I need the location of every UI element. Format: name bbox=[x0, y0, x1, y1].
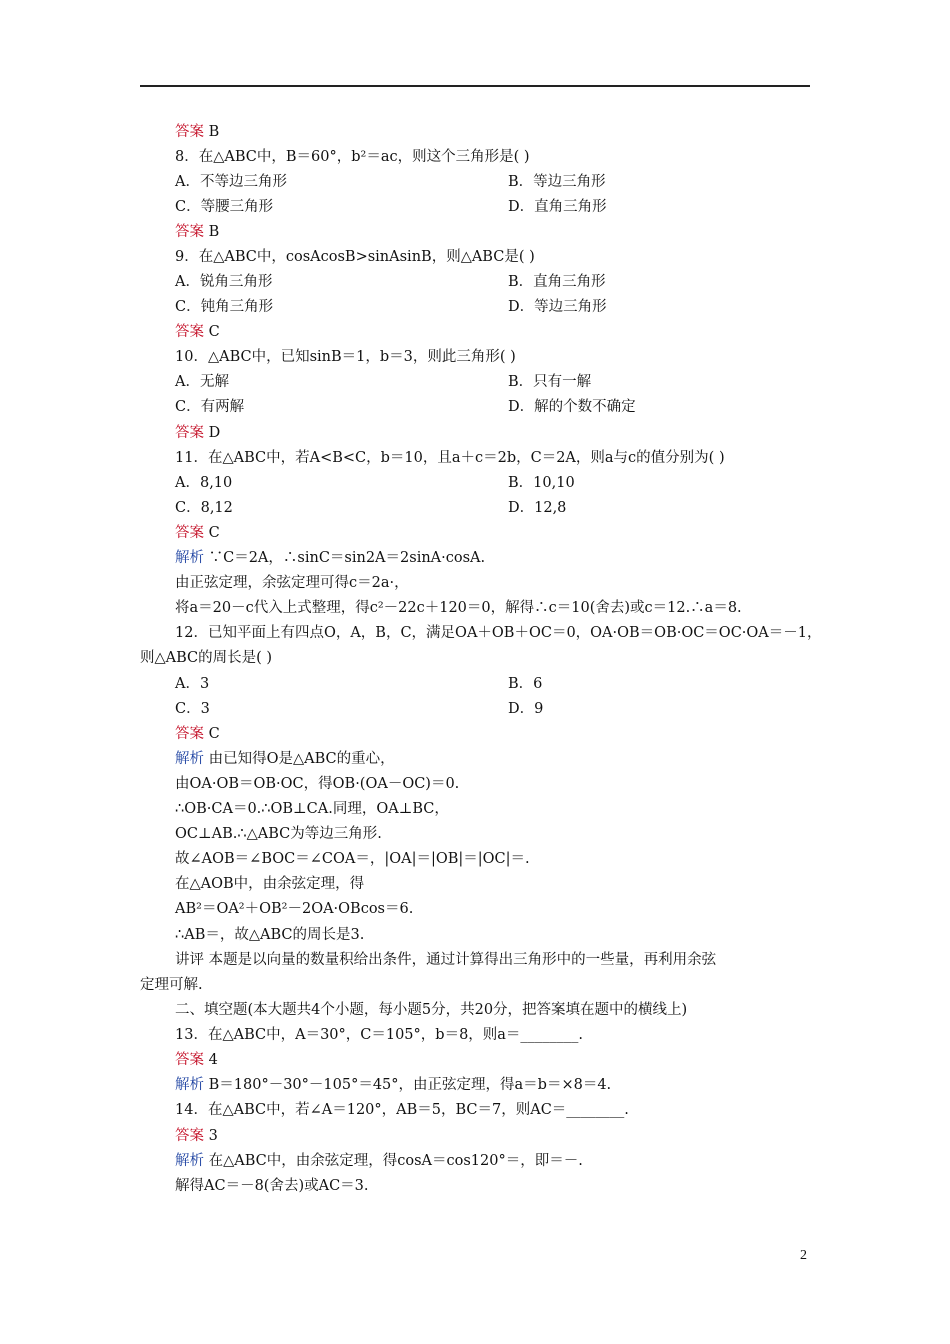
line-text: 在△ABC中，由余弦定理，得cosA＝cos120°＝，即＝－. bbox=[204, 1153, 583, 1169]
text-line bbox=[175, 1075, 611, 1095]
option-right-column: D．等边三角形 bbox=[508, 299, 607, 315]
text-line bbox=[175, 372, 229, 392]
text-line bbox=[175, 749, 395, 769]
line-text: C bbox=[204, 324, 220, 340]
text-line bbox=[175, 1151, 583, 1171]
text-line bbox=[175, 548, 485, 568]
line-text: D bbox=[204, 425, 221, 441]
text-line bbox=[175, 623, 822, 643]
text-line bbox=[175, 498, 233, 518]
option-right-column: D．直角三角形 bbox=[508, 199, 607, 215]
text-line bbox=[175, 122, 219, 142]
text-line bbox=[175, 473, 232, 493]
text-line bbox=[175, 849, 530, 869]
line-text: A．8,10 bbox=[175, 475, 233, 491]
line-text: A．3 bbox=[175, 676, 210, 692]
text-line bbox=[175, 824, 382, 844]
answer-label: 答案 bbox=[175, 224, 204, 240]
line-text: 由正弦定理，余弦定理可得c＝2a·， bbox=[175, 575, 409, 591]
line-text: ∴AB＝，故△ABC的周长是3. bbox=[175, 927, 365, 943]
text-line bbox=[175, 423, 220, 443]
answer-label: 答案 bbox=[175, 425, 204, 441]
line-text: A．不等边三角形 bbox=[175, 174, 287, 190]
line-text: 8．在△ABC中，B＝60°，b²＝ac，则这个三角形是( ) bbox=[175, 149, 530, 165]
line-text: OC⊥AB.∴△ABC为等边三角形. bbox=[175, 826, 382, 842]
option-right-column: D．解的个数不确定 bbox=[508, 399, 636, 415]
line-text: 则△ABC的周长是( ) bbox=[140, 650, 273, 666]
text-line bbox=[140, 975, 203, 995]
line-text: A．无解 bbox=[175, 374, 229, 390]
line-text: AB²＝OA²＋OB²－2OA·OBcos＝6. bbox=[175, 901, 414, 917]
text-line bbox=[175, 1176, 369, 1196]
text-line bbox=[175, 448, 725, 468]
text-line bbox=[175, 347, 516, 367]
text-line bbox=[175, 1000, 687, 1020]
line-text: 14．在△ABC中，若∠A＝120°，AB＝5，BC＝7，则AC＝________. bbox=[175, 1102, 629, 1118]
text-line bbox=[175, 272, 272, 292]
line-text: 12．已知平面上有四点O，A，B，C，满足OA＋OB＋OC＝0，OA·OB＝OB·OC＝OC·OA＝－1， bbox=[175, 625, 822, 641]
option-right-column: B．6 bbox=[508, 676, 543, 692]
line-text: 11．在△ABC中，若A<B<C，b＝10，且a＋c＝2b，C＝2A，则a与c的值分别为( ) bbox=[175, 450, 725, 466]
text-line bbox=[175, 950, 716, 970]
text-line bbox=[175, 598, 742, 618]
answer-label: 答案 bbox=[175, 324, 204, 340]
text-line bbox=[175, 925, 364, 945]
line-text: A．锐角三角形 bbox=[175, 274, 273, 290]
line-text: 13．在△ABC中，A＝30°，C＝105°，b＝8，则a＝________. bbox=[175, 1027, 584, 1043]
line-text: 3 bbox=[204, 1128, 218, 1144]
line-text: 由OA·OB＝OB·OC，得OB·(OA－OC)＝0. bbox=[175, 776, 460, 792]
line-text: B＝180°－30°－105°＝45°，由正弦定理，得a＝b＝×8＝4. bbox=[204, 1077, 612, 1093]
option-right-column: B．10,10 bbox=[508, 475, 575, 491]
text-line bbox=[175, 222, 219, 242]
text-line bbox=[175, 197, 273, 217]
text-line bbox=[175, 322, 220, 342]
answer-label: 答案 bbox=[175, 1052, 204, 1068]
page-number: 2 bbox=[800, 1248, 807, 1263]
text-line bbox=[175, 523, 220, 543]
line-text: C．8,12 bbox=[175, 500, 233, 516]
text-line bbox=[175, 247, 535, 267]
line-text: 在△AOB中，由余弦定理，得 bbox=[175, 876, 365, 892]
text-line bbox=[175, 147, 530, 167]
line-text: B bbox=[204, 224, 220, 240]
line-text: C bbox=[204, 525, 220, 541]
line-text: 二、填空题(本大题共4个小题，每小题5分，共20分，把答案填在题中的横线上) bbox=[175, 1002, 688, 1018]
text-line bbox=[175, 172, 287, 192]
text-line bbox=[175, 899, 413, 919]
text-line bbox=[175, 397, 244, 417]
line-text: 解得AC＝－8(舍去)或AC＝3. bbox=[175, 1178, 369, 1194]
text-line bbox=[175, 724, 220, 744]
line-text: 讲评 本题是以向量的数量积给出条件，通过计算得出三角形中的一些量，再利用余弦 bbox=[175, 952, 717, 968]
text-line bbox=[175, 874, 364, 894]
line-text: 4 bbox=[204, 1052, 218, 1068]
text-line bbox=[175, 799, 449, 819]
analysis-label: 解析 bbox=[175, 550, 204, 566]
option-right-column: D．9 bbox=[508, 701, 544, 717]
line-text: B bbox=[204, 124, 220, 140]
text-line bbox=[175, 674, 209, 694]
answer-label: 答案 bbox=[175, 1128, 204, 1144]
line-text: C．钝角三角形 bbox=[175, 299, 274, 315]
line-text: C．3 bbox=[175, 701, 210, 717]
text-line bbox=[175, 573, 409, 593]
text-line bbox=[175, 1050, 218, 1070]
text-line bbox=[140, 648, 272, 668]
text-line bbox=[175, 1025, 583, 1045]
analysis-label: 解析 bbox=[175, 1077, 204, 1093]
line-text: ∵C＝2A，∴sinC＝sin2A＝2sinA·cosA. bbox=[204, 550, 486, 566]
text-line bbox=[175, 1100, 629, 1120]
text-line bbox=[175, 774, 459, 794]
option-right-column: D．12,8 bbox=[508, 500, 567, 516]
analysis-label: 解析 bbox=[175, 751, 204, 767]
line-text: C．有两解 bbox=[175, 399, 245, 415]
line-text: 10．△ABC中，已知sinB＝1，b＝3，则此三角形( ) bbox=[175, 349, 516, 365]
line-text: 由已知得O是△ABC的重心， bbox=[204, 751, 395, 767]
line-text: ∴OB·CA＝0.∴OB⊥CA.同理，OA⊥BC， bbox=[175, 801, 449, 817]
line-text: C．等腰三角形 bbox=[175, 199, 274, 215]
text-line bbox=[175, 1126, 218, 1146]
option-right-column: B．只有一解 bbox=[508, 374, 592, 390]
answer-label: 答案 bbox=[175, 124, 204, 140]
answer-label: 答案 bbox=[175, 525, 204, 541]
line-text: 9．在△ABC中，cosAcosB>sinAsinB，则△ABC是( ) bbox=[175, 249, 535, 265]
text-line bbox=[175, 699, 210, 719]
line-text: 定理可解. bbox=[140, 977, 203, 993]
option-right-column: B．直角三角形 bbox=[508, 274, 606, 290]
header-rule bbox=[140, 85, 810, 87]
line-text: 将a＝20－c代入上式整理，得c²－22c＋120＝0，解得∴c＝10(舍去)或c＝12.∴a＝8. bbox=[175, 600, 742, 616]
option-right-column: B．等边三角形 bbox=[508, 174, 606, 190]
line-text: C bbox=[204, 726, 220, 742]
line-text: 故∠AOB＝∠BOC＝∠COA＝，|OA|＝|OB|＝|OC|＝. bbox=[175, 851, 530, 867]
text-line bbox=[175, 297, 273, 317]
answer-label: 答案 bbox=[175, 726, 204, 742]
analysis-label: 解析 bbox=[175, 1153, 204, 1169]
